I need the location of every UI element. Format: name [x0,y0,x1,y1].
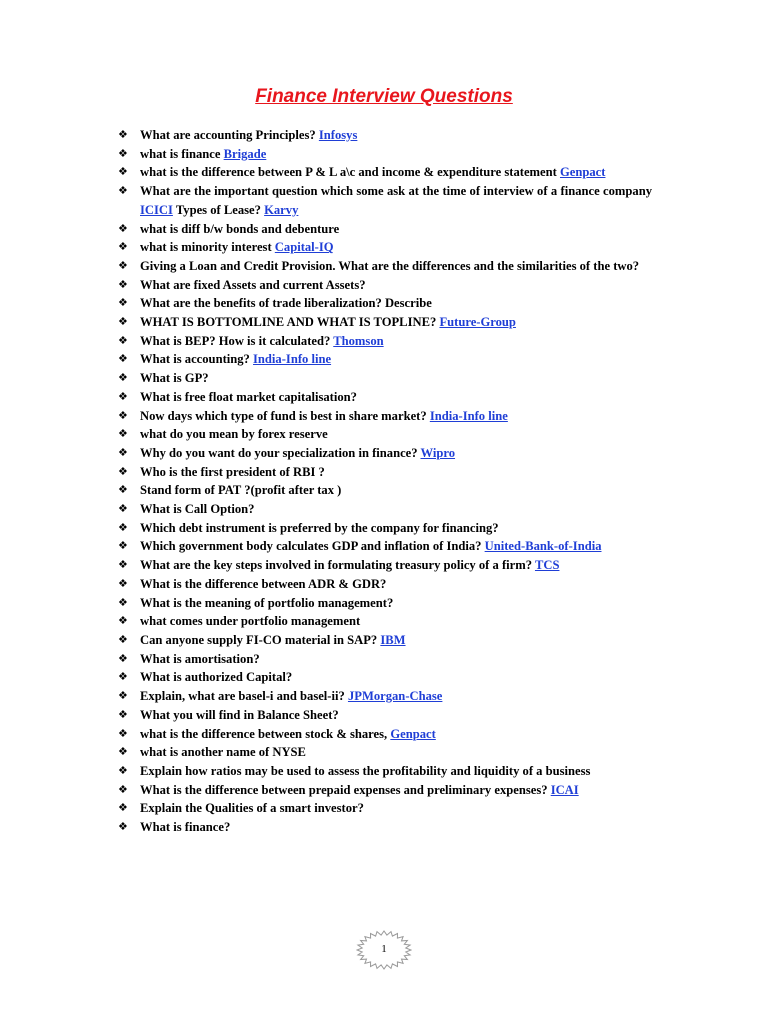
question-text: Types of Lease? [172,202,265,217]
question-text: Stand form of PAT ?(profit after tax ) [140,483,342,498]
company-link[interactable]: Future-Group [439,315,516,330]
diamond-bullet-icon: ❖ [118,334,128,347]
question-text: What are the important question which some ask at the time of interview of a finance company [140,184,652,199]
diamond-bullet-icon: ❖ [118,708,128,721]
company-link[interactable]: United-Bank-of-India [484,539,602,554]
diamond-bullet-icon: ❖ [118,503,128,516]
question-item [118,276,652,295]
question-item [118,145,652,164]
diamond-bullet-icon: ❖ [118,633,128,646]
question-text: What are fixed Assets and current Assets? [140,277,366,292]
company-link[interactable]: India-Info line [253,352,332,367]
company-link[interactable]: Genpact [390,726,436,741]
question-list [118,126,652,837]
question-item [118,781,652,800]
question-item [118,407,652,426]
page-title: Finance Interview Questions [255,86,513,107]
question-item [118,481,652,500]
question-text: what comes under portfolio management [140,614,361,629]
question-item [118,612,652,631]
diamond-bullet-icon: ❖ [118,372,128,385]
diamond-bullet-icon: ❖ [118,428,128,441]
diamond-bullet-icon: ❖ [118,166,128,179]
question-item [118,369,652,388]
question-item [118,575,652,594]
diamond-bullet-icon: ❖ [118,129,128,141]
question-item [118,818,652,837]
diamond-bullet-icon: ❖ [118,484,128,497]
question-item [118,687,652,706]
question-item [118,631,652,650]
question-text: What are accounting Principles? [140,128,319,142]
question-text: What is authorized Capital? [140,670,293,685]
diamond-bullet-icon: ❖ [118,559,128,572]
company-link[interactable]: TCS [534,558,560,573]
company-link[interactable]: Genpact [559,165,606,180]
question-item [118,444,652,463]
question-text: Can anyone supply FI-CO material in SAP? [140,632,381,647]
diamond-bullet-icon: ❖ [118,390,128,403]
diamond-bullet-icon: ❖ [118,241,128,254]
company-link[interactable]: ICAI [550,782,579,797]
question-text: what is diff b/w bonds and debenture [140,221,340,236]
diamond-bullet-icon: ❖ [118,690,128,703]
question-text: WHAT IS BOTTOMLINE AND WHAT IS TOPLINE? [140,315,440,330]
question-text: Which government body calculates GDP and inflation of India? [140,539,485,554]
company-link[interactable]: Karvy [264,202,299,217]
question-text: What is free float market capitalisation? [140,389,357,404]
question-text: What is the difference between ADR & GDR? [140,576,387,591]
diamond-bullet-icon: ❖ [118,802,128,815]
question-text: Which debt instrument is preferred by the company for financing? [140,520,499,535]
question-item [118,519,652,538]
diamond-bullet-icon: ❖ [118,671,128,684]
company-link[interactable]: Infosys [318,128,358,142]
question-text: what is the difference between stock & shares, [140,726,391,741]
question-item [118,500,652,519]
question-item [118,556,652,575]
diamond-bullet-icon: ❖ [118,409,128,422]
question-text: What is accounting? [140,352,254,367]
diamond-bullet-icon: ❖ [118,652,128,665]
question-text: What is finance? [140,820,231,835]
question-text: Explain, what are basel-i and basel-ii? [140,689,348,704]
diamond-bullet-icon: ❖ [118,316,128,329]
question-item [118,313,652,332]
diamond-bullet-icon: ❖ [118,764,128,777]
question-text: What is the difference between prepaid expenses and preliminary expenses? [140,782,551,797]
diamond-bullet-icon: ❖ [118,259,128,272]
question-text: what is minority interest [140,240,275,255]
diamond-bullet-icon: ❖ [118,540,128,553]
question-text: Why do you want do your specialization in finance? [140,445,421,460]
question-text: What you will find in Balance Sheet? [140,707,339,722]
question-text: what do you mean by forex reserve [140,427,328,442]
page-number: 1 [381,943,387,955]
company-link[interactable]: Capital-IQ [274,240,334,255]
question-text: what is the difference between P & L a\c and income & expenditure statement [140,165,560,180]
question-item [118,537,652,556]
diamond-bullet-icon: ❖ [118,821,128,834]
company-link[interactable]: Wipro [420,445,456,460]
question-text: what is finance [140,146,224,161]
question-item [118,388,652,407]
question-item [118,594,652,613]
question-item [118,762,652,781]
question-item [118,294,652,313]
question-item [118,350,652,369]
diamond-bullet-icon: ❖ [118,446,128,459]
question-item [118,725,652,744]
question-item [118,425,652,444]
company-link[interactable]: Thomson [333,333,384,348]
diamond-bullet-icon: ❖ [118,185,128,198]
diamond-bullet-icon: ❖ [118,615,128,628]
question-item [118,126,652,145]
diamond-bullet-icon: ❖ [118,278,128,291]
diamond-bullet-icon: ❖ [118,147,128,160]
question-item [118,220,652,239]
question-item [118,238,652,257]
company-link[interactable]: ICICI [140,202,173,217]
company-link[interactable]: India-Info line [429,408,508,423]
question-text: Explain how ratios may be used to assess the profitability and liquidity of a business [140,763,591,778]
company-link[interactable]: IBM [380,632,406,647]
question-text: What is GP? [140,371,209,386]
question-text: Explain the Qualities of a smart investor? [140,801,364,816]
diamond-bullet-icon: ❖ [118,596,128,609]
diamond-bullet-icon: ❖ [118,577,128,590]
question-text: What is the meaning of portfolio management? [140,595,394,610]
company-link[interactable]: Brigade [223,146,267,161]
question-item [118,332,652,351]
question-item [118,163,652,182]
page-number-badge [356,930,412,970]
question-item [118,257,652,276]
question-item [118,706,652,725]
question-item [118,799,652,818]
diamond-bullet-icon: ❖ [118,353,128,366]
diamond-bullet-icon: ❖ [118,746,128,759]
question-item [118,463,652,482]
diamond-bullet-icon: ❖ [118,727,128,740]
question-item [118,743,652,762]
question-item [118,668,652,687]
question-text: what is another name of NYSE [140,745,306,760]
question-text: Now days which type of fund is best in share market? [140,408,430,423]
question-text: Who is the first president of RBI ? [140,464,325,479]
question-text: What is Call Option? [140,502,255,517]
diamond-bullet-icon: ❖ [118,222,128,235]
question-text: What are the benefits of trade liberalization? Describe [140,296,432,311]
question-item [118,650,652,669]
diamond-bullet-icon: ❖ [118,521,128,534]
question-text: What are the key steps involved in formulating treasury policy of a firm? [140,558,535,573]
diamond-bullet-icon: ❖ [118,465,128,478]
diamond-bullet-icon: ❖ [118,297,128,310]
question-item [118,182,652,219]
question-text: Giving a Loan and Credit Provision. What are the differences and the similarities of the two? [140,258,640,273]
diamond-bullet-icon: ❖ [118,783,128,796]
company-link[interactable]: JPMorgan-Chase [347,689,443,704]
question-text: What is BEP? How is it calculated? [140,333,334,348]
question-text: What is amortisation? [140,651,260,666]
